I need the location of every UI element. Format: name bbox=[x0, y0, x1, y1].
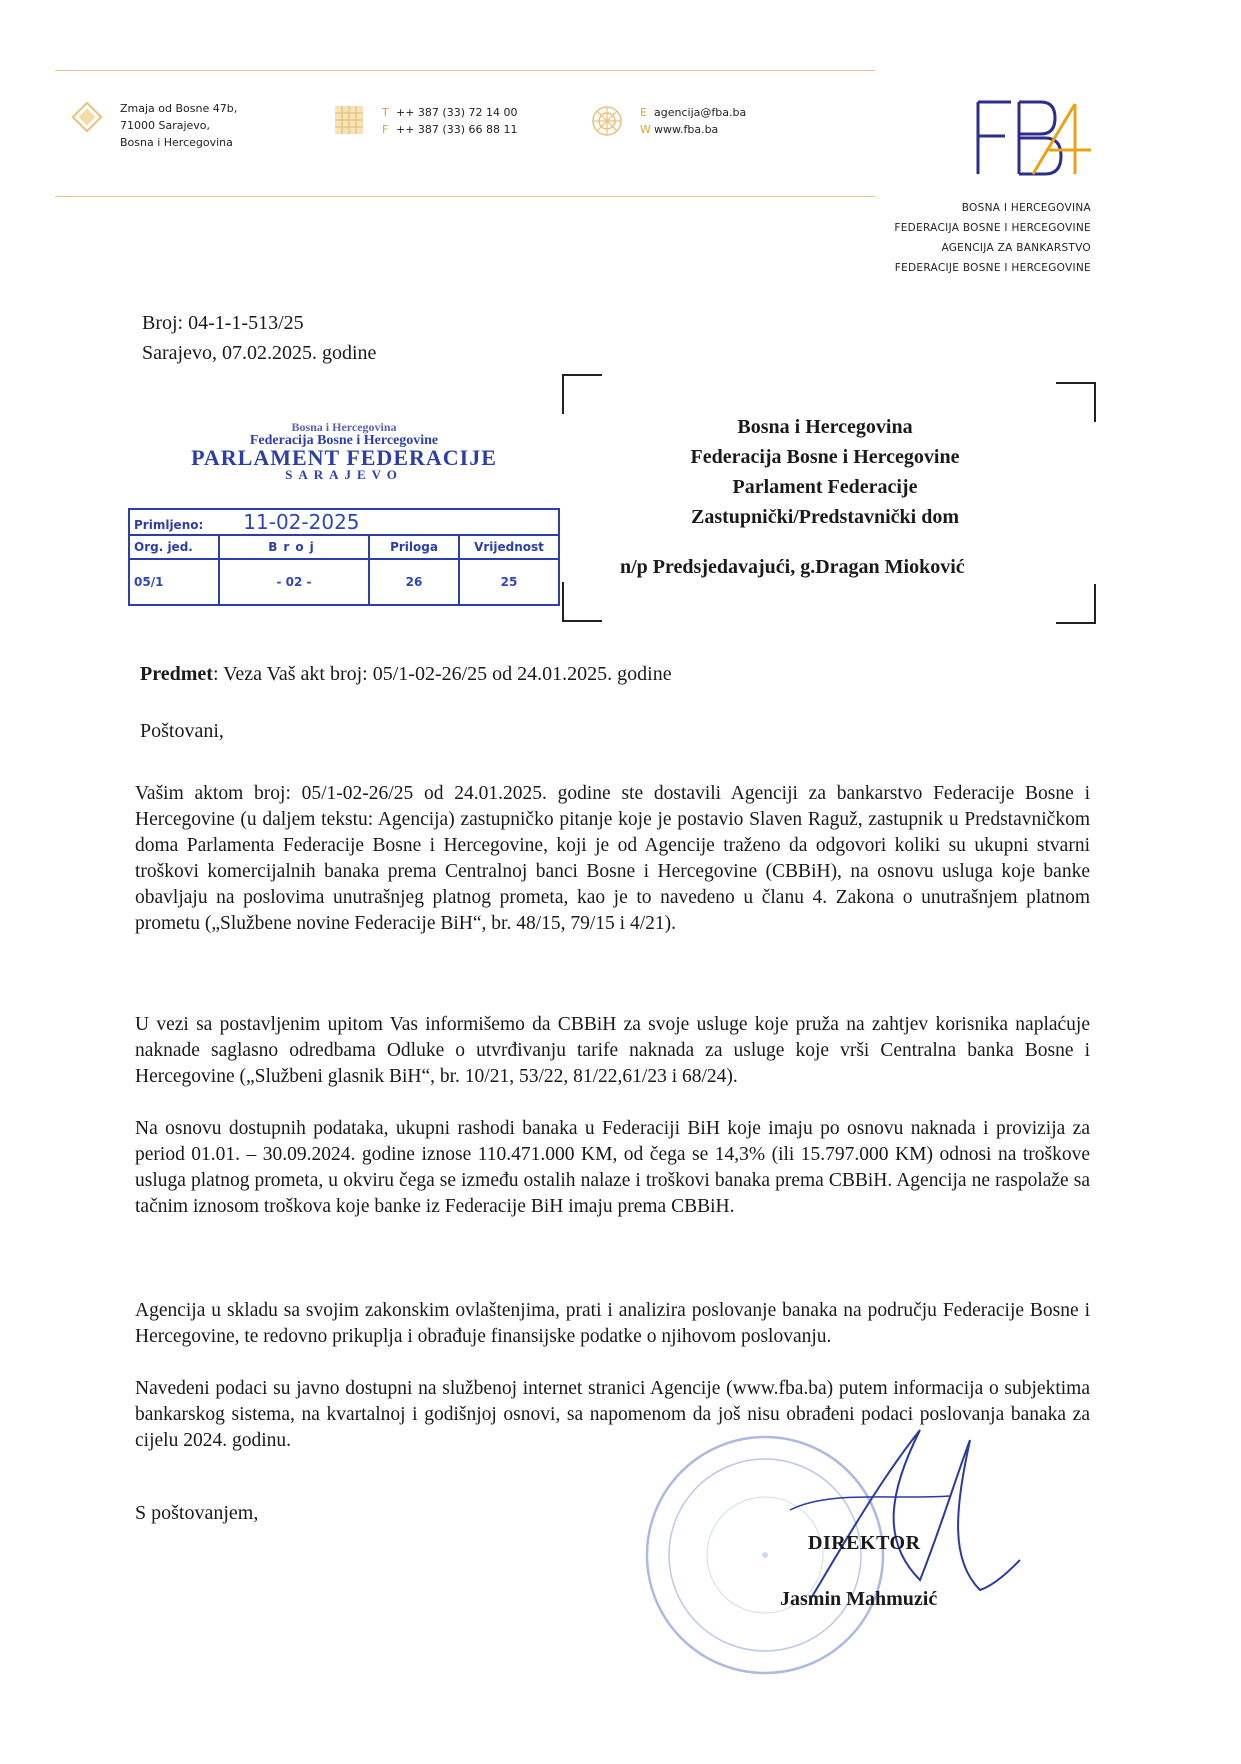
address-line: Bosna i Hercegovina bbox=[120, 136, 233, 149]
body-paragraph: Vašim aktom broj: 05/1-02-26/25 od 24.01.2025. godine ste dostavili Agenciji za bankarstvo Federacije Bosne i Hercegovine (u daljem tekstu: Agencija) zastupničko pitanje koje je postavio Slaven Raguž, zastupnik u Predstavničkom doma Parlamenta Federacije Bosne i Hercegovine, koji je od Agencije traženo da odgovori koliki su ukupni stvarni troškovi komercijalnih banaka prema Centralnoj banci Bosne i Hercegovine (CBBiH), na osnovu usluga koje banke obavljaju na poslovima unutrašnjeg platnog prometa, kao je to navedeno u članu 4. Zakona o unutrašnjem platnom prometu („Službene novine Federacije BiH“, br. 48/15, 79/15 i 4/21). bbox=[135, 783, 1090, 934]
agency-line: FEDERACIJE BOSNE I HERCEGOVINE bbox=[894, 262, 1091, 274]
address-line: 71000 Sarajevo, bbox=[120, 119, 211, 132]
fax-number: ++ 387 (33) 66 88 11 bbox=[396, 123, 518, 136]
fba-logo bbox=[975, 98, 1095, 178]
agency-line: FEDERACIJA BOSNE I HERCEGOVINE bbox=[894, 222, 1091, 234]
address-diamond-icon bbox=[70, 100, 104, 134]
recipient-attention: n/p Predsjedavajući, g.Dragan Mioković bbox=[620, 556, 965, 578]
recipient-line: Bosna i Hercegovina bbox=[737, 416, 913, 438]
phone-number: ++ 387 (33) 72 14 00 bbox=[396, 106, 518, 119]
salutation: Poštovani, bbox=[140, 720, 224, 742]
stamp-col-org: Org. jed. bbox=[129, 535, 219, 559]
recipient-line: Zastupnički/Predstavnički dom bbox=[690, 506, 960, 528]
stamp-val-priloga: 26 bbox=[369, 559, 459, 605]
header-bottom-rule bbox=[55, 196, 875, 197]
fax-label: F bbox=[382, 123, 389, 136]
recipient-line: Federacija Bosne i Hercegovine bbox=[690, 446, 960, 468]
stamp-col-vrijednost: Vrijednost bbox=[459, 535, 559, 559]
globe-ornament-icon bbox=[590, 104, 624, 138]
email-label: E bbox=[640, 106, 647, 119]
stamp-val-org: 05/1 bbox=[129, 559, 219, 605]
address-line: Zmaja od Bosne 47b, bbox=[120, 102, 238, 115]
stamp-table bbox=[128, 508, 560, 606]
contact-block bbox=[640, 104, 746, 138]
stamp-col-broj: Broj bbox=[219, 535, 369, 559]
stamp-city: SARAJEVO bbox=[285, 467, 403, 482]
received-stamp bbox=[128, 420, 560, 589]
stamp-country: Bosna i Hercegovina bbox=[291, 420, 397, 434]
subject-label: Predmet bbox=[140, 663, 213, 685]
phone-grid-icon bbox=[333, 104, 365, 136]
body-paragraph: Na osnovu dostupnih podataka, ukupni rashodi banaka u Federaciji BiH koje imaju po osnovu naknada i provizija za period 01.01. – 30.09.2024. godine iznose 110.471.000 KM, od čega se 14,3% (ili 15.797.000 KM) odnosi na troškove usluga platnog prometa, u okviru čega se između ostalih nalaze i troškovi banaka prema CBBiH. Agencija ne raspolaže sa tačnim iznosom troškova koje banke iz Federacije BiH imaju prema CBBiH. bbox=[135, 1118, 1090, 1217]
address-corner-br bbox=[1056, 584, 1096, 624]
agency-line: AGENCIJA ZA BANKARSTVO bbox=[941, 242, 1091, 254]
subject-line bbox=[140, 663, 672, 686]
stamp-received-date: 11-02-2025 bbox=[243, 510, 360, 534]
agency-line: BOSNA I HERCEGOVINA bbox=[961, 202, 1091, 214]
stamp-val-broj: - 02 - bbox=[219, 559, 369, 605]
recipient-block bbox=[560, 412, 1090, 532]
reference-block bbox=[142, 308, 376, 368]
subject-text: : Veza Vaš akt broj: 05/1-02-26/25 od 24.01.2025. godine bbox=[212, 663, 672, 685]
recipient-line: Parlament Federacije bbox=[732, 476, 918, 498]
reference-number: Broj: 04-1-1-513/25 bbox=[142, 312, 304, 334]
address-block bbox=[120, 100, 237, 151]
stamp-val-vrijednost: 25 bbox=[459, 559, 559, 605]
stamp-received-label: Primljeno: bbox=[134, 518, 204, 532]
body-paragraph: Navedeni podaci su javno dostupni na službenoj internet stranici Agencije (www.fba.ba) putem informacija o subjektima bankarskog sistema, na kvartalnoj i godišnjoj osnovi, sa napomenom da još nisu obrađeni podaci poslovanja banaka za cijelu 2024. godinu. bbox=[135, 1378, 1090, 1451]
signature-name: Jasmin Mahmuzić bbox=[780, 1588, 938, 1610]
stamp-parliament: PARLAMENT FEDERACIJE bbox=[191, 445, 497, 470]
address-corner-tl bbox=[562, 374, 602, 414]
address-corner-bl bbox=[562, 582, 602, 622]
signature-title: DIREKTOR bbox=[808, 1532, 921, 1554]
reference-place-date: Sarajevo, 07.02.2025. godine bbox=[142, 342, 377, 364]
email-address: agencija@fba.ba bbox=[654, 106, 747, 119]
stamp-federation: Federacija Bosne i Hercegovine bbox=[249, 433, 439, 448]
agency-name-block bbox=[894, 198, 1091, 278]
web-address: www.fba.ba bbox=[654, 123, 719, 136]
header-top-rule bbox=[55, 70, 875, 71]
body-paragraph: U vezi sa postavljenim upitom Vas informišemo da CBBiH za svoje usluge koje pruža na zahtjev korisnika naplaćuje naknade saglasno odredbama Odluke o utvrđivanju tarife naknada za usluge koje vrši Centralna banka Bosne i Hercegovine („Službeni glasnik BiH“, br. 10/21, 53/22, 81/22,61/23 i 68/24). bbox=[135, 1014, 1090, 1087]
stamp-col-priloga: Priloga bbox=[369, 535, 459, 559]
web-label: W bbox=[640, 123, 651, 136]
phone-label: T bbox=[382, 106, 389, 119]
phone-block bbox=[382, 104, 517, 138]
body-paragraph: Agencija u skladu sa svojim zakonskim ovlaštenjima, prati i analizira poslovanje banaka na području Federacije Bosne i Hercegovine, te redovno prikuplja i obrađuje finansijske podatke o njihovom poslovanju. bbox=[135, 1300, 1090, 1347]
closing: S poštovanjem, bbox=[135, 1502, 259, 1524]
